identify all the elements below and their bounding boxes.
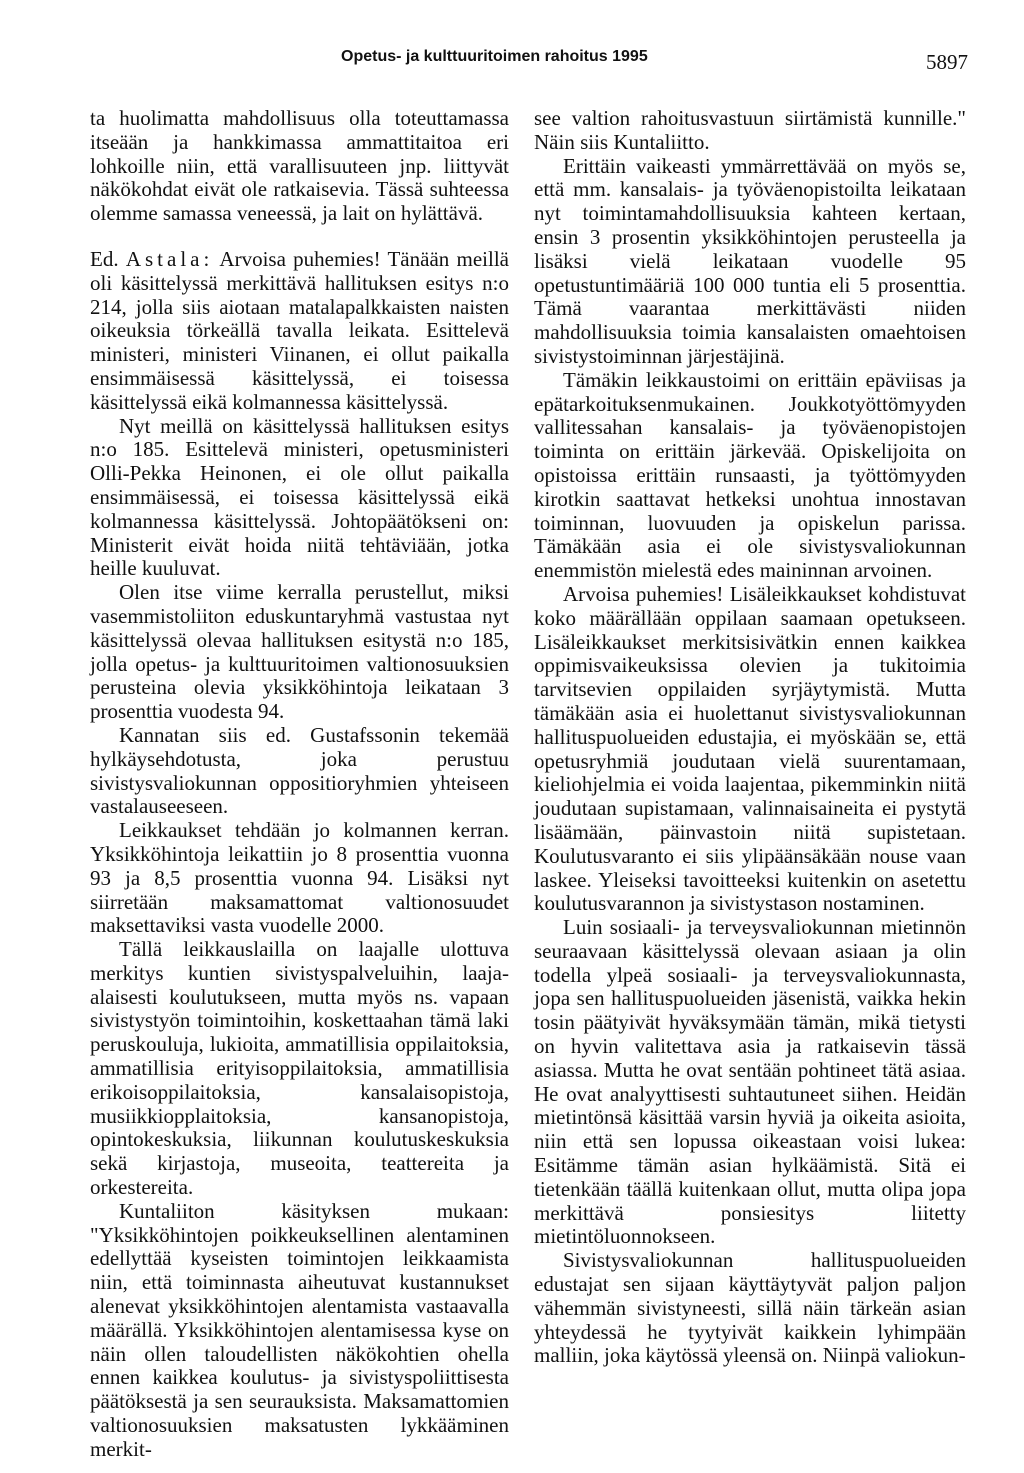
paragraph: Tämäkin leikkaustoimi on erittäin epäviisas ja epätarkoituksenmukainen. Joukkotyöttömyyden vallitessahan kansalais- ja työväenopistojen toiminta on erittäin järkevää. Opiskelijoita on opistoissa erittäin runsaasti, ja työttömyyden kirotkin saattavat hetkeksi unohtua innostavan toiminnan, luovuuden ja opiskelun parissa. Tämäkään asia ei ole sivistysvaliokunnan enemmistön mielestä edes maininnan arvoinen. [534, 367, 966, 583]
page-number: 5897 [926, 50, 968, 74]
paragraph: Sivistysvaliokunnan hallituspuolueiden edustajat sen sijaan käyttäytyvät paljon paljon vähemmän sivistyneesti, sillä näin tärkeän asian yhteydessä he tyytyivät kaikkein lyhimpään malliin, joka käytössä yleensä on. Niinpä valiokun- [534, 1248, 966, 1368]
paragraph: Tällä leikkauslailla on laajalle ulottuva merkitys kuntien sivistyspalveluihin, laaja-alaisesti koulutukseen, mutta myös ns. vapaan sivistystyön toimintoihin, koskettaahan tämä laki peruskouluja, lukioita, ammatillisia oppilaitoksia, ammatillisia erityisoppilaitoksia, ammatillisia erikoisoppilaitoksia, kansalaisopistoja, musiikkiopplaitoksia, kansanopistoja, opintokeskuksia, liikunnan koulutuskeskuksia sekä kirjastoja, museoita, teattereita ja orkestereita. [90, 937, 509, 1200]
paragraph: ta huolimatta mahdollisuus olla toteuttamassa itseään ja hankkimassa ammattitaitoa eri lohkoille niin, että varallisuuteen jnp. liittyvät näkökohdat eivät ole ratkaisevia. Tässä suhteessa olemme samassa veneessä, ja lait on hylättävä. [90, 106, 509, 226]
running-title: Opetus- ja kulttuuritoimen rahoitus 1995 [341, 48, 648, 65]
paragraph: Kuntaliiton käsityksen mukaan: "Yksikköhintojen poikkeuksellinen alentaminen edellyttää kyseisten toimintojen leikkaamista niin, että toiminnasta aiheutuvat kustannukset alenevat yksikköhintojen alentamista vastaavalla määrällä. Yksikköhintojen alentamisessa kyse on näin ollen taloudellisten näkökohtien ohella ennen kaikkea koulutus- ja sivistyspoliittisesta päätöksestä ja sen seurauksista. Maksamattomien valtionosuuksien maksatusten lykkääminen merkit- [90, 1198, 509, 1461]
speaker-name: Astala: [125, 246, 214, 271]
paragraph: Olen itse viime kerralla perustellut, miksi vasemmistoliiton eduskuntaryhmä vastustaa nyt käsittelyssä olevaa hallituksen esitystä n:o 185, jolla opetus- ja kulttuuritoimen valtionosuuksien perusteina olevia yksikköhintoja leikataan 3 prosenttia vuodesta 94. [90, 580, 509, 724]
speech-text: Arvoisa puhemies! Tänään meillä oli käsittelyssä merkittävä hallituksen esitys n:o 214, jolla siis aiotaan matalapalkkaisten naisten oikeuksia törkeällä tavalla leikata. Esittelevä ministeri, ministeri Viinanen, ei ollut paikalla ensimmäisessä käsittelyssä, ei toisessa käsittelyssä eikä kolmannessa käsittelyssä. [90, 246, 509, 414]
paragraph: Nyt meillä on käsittelyssä hallituksen esitys n:o 185. Esittelevä ministeri, opetusministeri Olli-Pekka Heinonen, ei ole ollut paikalla ensimmäisessä, ei toisessa käsittelyssä eikä kolmannessa käsittelyssä. Johtopäätökseni on: Ministerit eivät hoida niitä tehtäviään, jotka heille kuuluvat. [90, 413, 509, 581]
speaker-prefix: Ed. [90, 246, 119, 271]
paragraph: Erittäin vaikeasti ymmärrettävää on myös se, että mm. kansalais- ja työväenopistoilta leikataan nyt toimintamahdollisuuksia kahteen kertaan, ensin 3 prosentin yksikköhintojen perusteella ja lisäksi vielä leikataan vuodelle 95 opetustuntimääriä 100 000 tuntia eli 5 prosenttia. Tämä vaarantaa merkittävästi niiden mahdollisuuksia toimia kansalaisten omaehtoisen sivistystoiminnan järjestäjinä. [534, 153, 966, 368]
paragraph: Kannatan siis ed. Gustafssonin tekemää hylkäysehdotusta, joka perustuu sivistysvaliokunnan oppositioryhmien yhteiseen vastalauseeseen. [90, 722, 509, 819]
right-column [534, 107, 966, 1368]
left-column [90, 107, 509, 1462]
paragraph: see valtion rahoitusvastuun siirtämistä kunnille." Näin siis Kuntaliitto. [534, 106, 966, 154]
page-header [0, 48, 1024, 78]
paragraph: Luin sosiaali- ja terveysvaliokunnan mietinnön seuraavaan käsittelyssä olevaan asiaan ja olin todella ylpeä sosiaali- ja terveysvaliokunnasta, jopa sen hallituspuolueiden jäsenistä, vaikka hekin tosin päätyivät hyväksymään tämän, mikä tietysti on hyvin valitettava asia ja ratkaisevin tässä asiassa. Mutta he ovat sentään pohtineet tätä asiaa. He ovat analyyttisesti suhtautuneet siihen. Heidän mietintönsä käsittää varsin hyviä ja oikeita asioita, niin että sen lopussa oikeastaan voisi lukea: Esitämme tämän asian hylkäämistä. Sitä ei tietenkään täällä kuitenkaan ollut, mutta olipa jopa merkittävä ponsiesitys liitetty mietintöluonnokseen. [534, 915, 966, 1249]
paragraph: Leikkaukset tehdään jo kolmannen kerran. Yksikköhintoja leikattiin jo 8 prosenttia vuonna 93 ja 8,5 prosenttia vuonna 94. Lisäksi nyt siirretään maksamattomat valtionosuudet maksettaviksi vasta vuodelle 2000. [90, 818, 509, 938]
paragraph: Arvoisa puhemies! Lisäleikkaukset kohdistuvat koko määrällään oppilaan saamaan opetukseen. Lisäleikkaukset merkitsisivätkin ennen kaikkea oppimisvaikeuksissa olevien ja tukitoimia tarvitsevien oppilaiden syrjäytymistä. Mutta tämäkään asia ei huolettanut sivistysvaliokunnan hallituspuolueiden edustajia, ei myöskään se, että opetusryhmiä joudutaan vielä suurentamaan, kieliohjelmia ei voida laajentaa, pikemminkin niitä joudutaan supistamaan, valinnaisaineita ei pystytä lisäämään, päinvastoin niitä supistetaan. Koulutusvaranto ei siis ylipäänsäkään nouse vaan laskee. Yleiseksi tavoitteeksi kuitenkin on asetettu koulutusvarannon ja sivistystason nostaminen. [534, 581, 966, 916]
speaker-paragraph [90, 248, 509, 415]
